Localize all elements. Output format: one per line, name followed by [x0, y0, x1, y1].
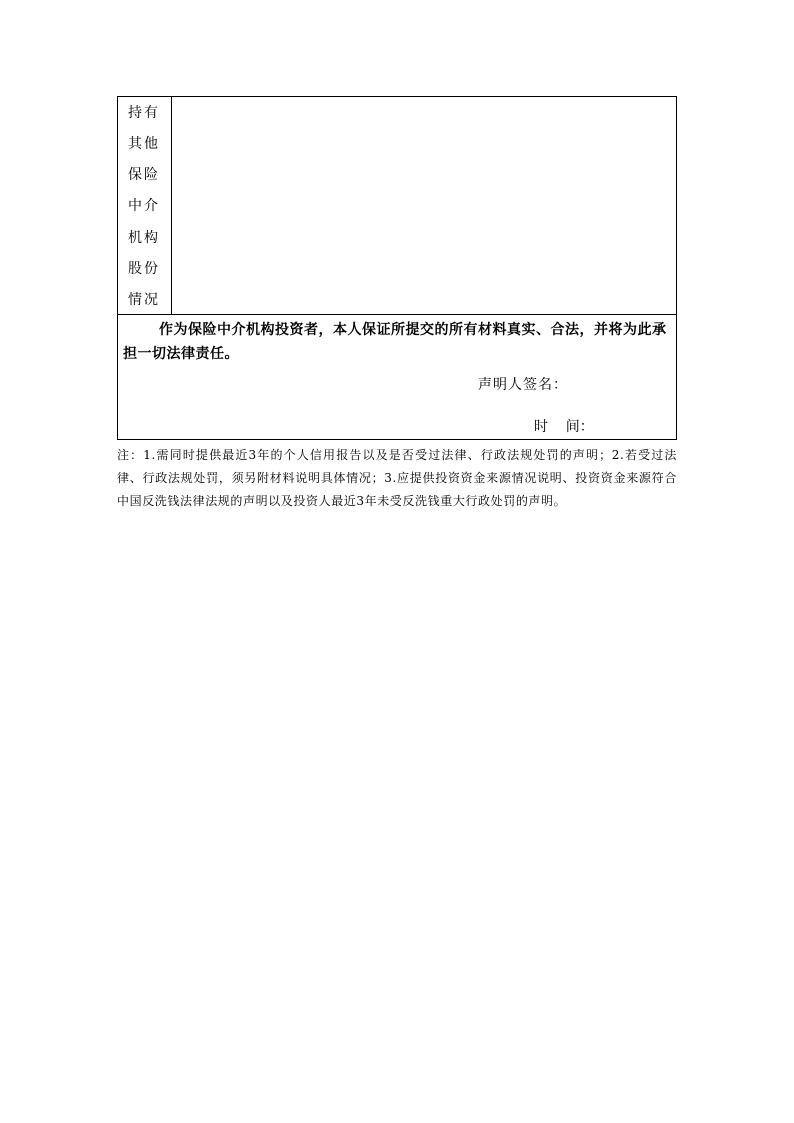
label-line-6: 股份 [128, 261, 160, 277]
shareholding-label-cell [118, 97, 172, 314]
declaration-row [118, 315, 676, 440]
label-line-5: 机构 [128, 230, 160, 246]
shareholding-content-cell[interactable] [172, 97, 676, 314]
shareholding-row [118, 97, 676, 315]
label-line-4: 中介 [128, 198, 160, 214]
form-table [117, 96, 677, 440]
label-line-1: 持有 [128, 105, 160, 121]
declaration-text: 作为保险中介机构投资者，本人保证所提交的所有材料真实、合法，并将为此承担一切法律责任。 [123, 322, 667, 362]
time-label: 时 间： [534, 419, 594, 435]
footnote: 注：1.需同时提供最近3年的个人信用报告以及是否受过法律、行政法规处罚的声明；2.若受过法律、行政法规处罚，须另附材料说明具体情况；3.应提供投资资金来源情况说明、投资资金来源符合中国反洗钱法律法规的声明以及投资人最近3年未受反洗钱重大行政处罚的声明。 [117, 448, 677, 508]
label-line-2: 其他 [128, 136, 160, 152]
label-line-3: 保险 [128, 167, 160, 183]
signature-label: 声明人签名： [478, 377, 568, 393]
label-line-7: 情况 [128, 292, 160, 308]
